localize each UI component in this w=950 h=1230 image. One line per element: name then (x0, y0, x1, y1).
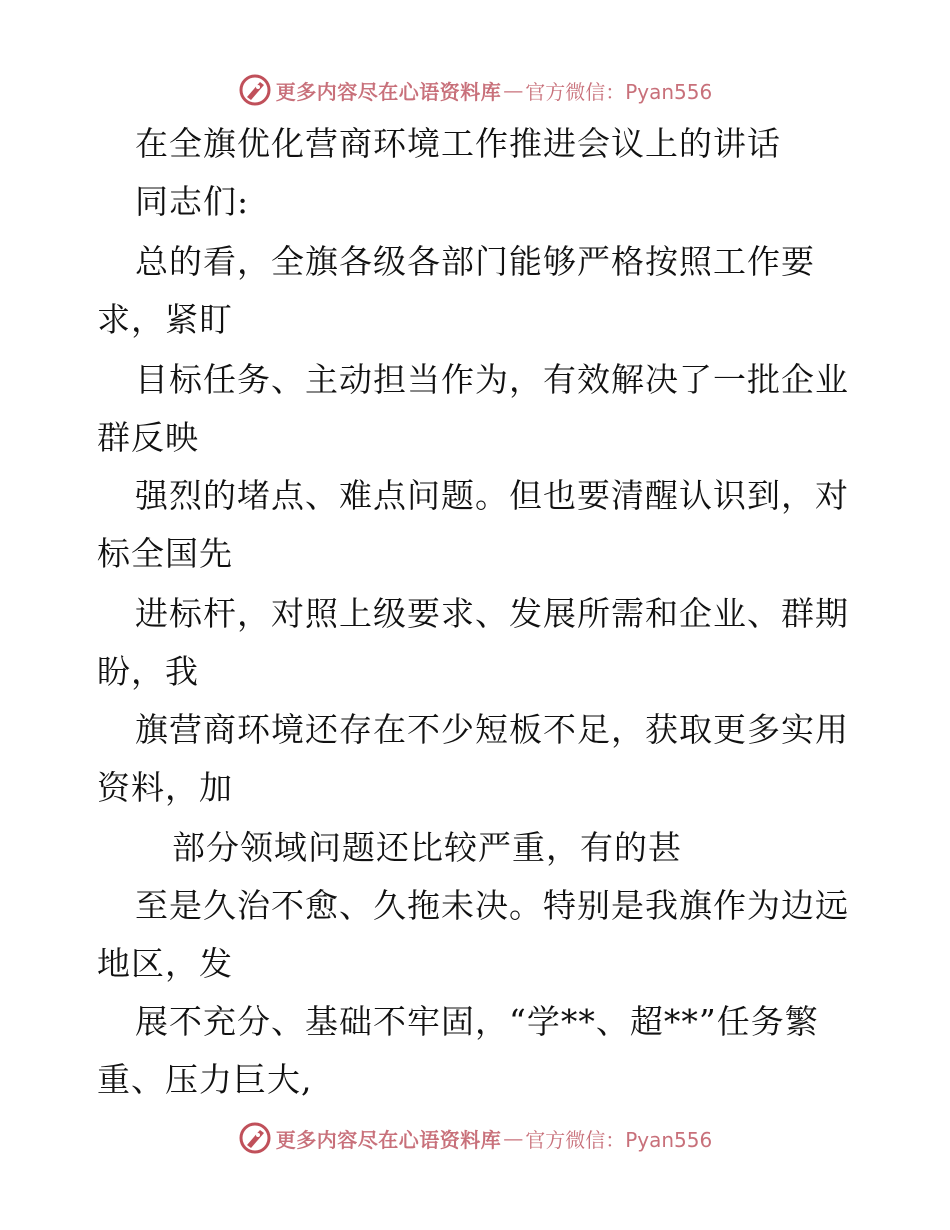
paragraph-line: 展不充分、基础不牢固，“学**、超**”任务繁 (135, 1002, 819, 1041)
paragraph-line: 求，紧盯 (97, 300, 233, 339)
watermark-dash: — (503, 78, 524, 102)
paragraph-line: 标全国先 (97, 534, 233, 573)
paragraph-line: 旗营商环境还存在不少短板不足，获取更多实用 (135, 710, 849, 749)
watermark-site-text: 更多内容尽在心语资料库 (275, 1127, 502, 1152)
watermark-dash: — (503, 1126, 524, 1150)
paragraph-line: 群反映 (97, 418, 199, 457)
paragraph-line: 资料，加 (97, 768, 233, 807)
pen-nib-logo-icon (238, 73, 272, 107)
footer-watermark (0, 1118, 950, 1158)
watermark-site-text: 更多内容尽在心语资料库 (275, 79, 502, 104)
watermark-wechat-text: 官方微信：Pyan556 (525, 79, 713, 104)
paragraph-line: 进标杆，对照上级要求、发展所需和企业、群期 (135, 594, 849, 633)
salutation: 同志们: (135, 182, 250, 221)
document-title: 在全旗优化营商环境工作推进会议上的讲话 (135, 124, 781, 163)
paragraph-line: 盼，我 (97, 652, 199, 691)
header-watermark (0, 70, 950, 110)
paragraph-line: 总的看，全旗各级各部门能够严格按照工作要 (135, 242, 815, 281)
paragraph-line: 部分领域问题还比较严重，有的甚 (172, 828, 682, 867)
pen-nib-logo-icon (238, 1121, 272, 1155)
watermark-wechat-text: 官方微信：Pyan556 (525, 1127, 713, 1152)
paragraph-line: 目标任务、主动担当作为，有效解决了一批企业 (135, 360, 849, 399)
paragraph-line: 强烈的堵点、难点问题。但也要清醒认识到，对 (135, 476, 849, 515)
paragraph-line: 地区，发 (97, 944, 233, 983)
paragraph-line: 重、压力巨大, (97, 1060, 313, 1099)
paragraph-line: 至是久治不愈、久拖未决。特别是我旗作为边远 (135, 886, 849, 925)
